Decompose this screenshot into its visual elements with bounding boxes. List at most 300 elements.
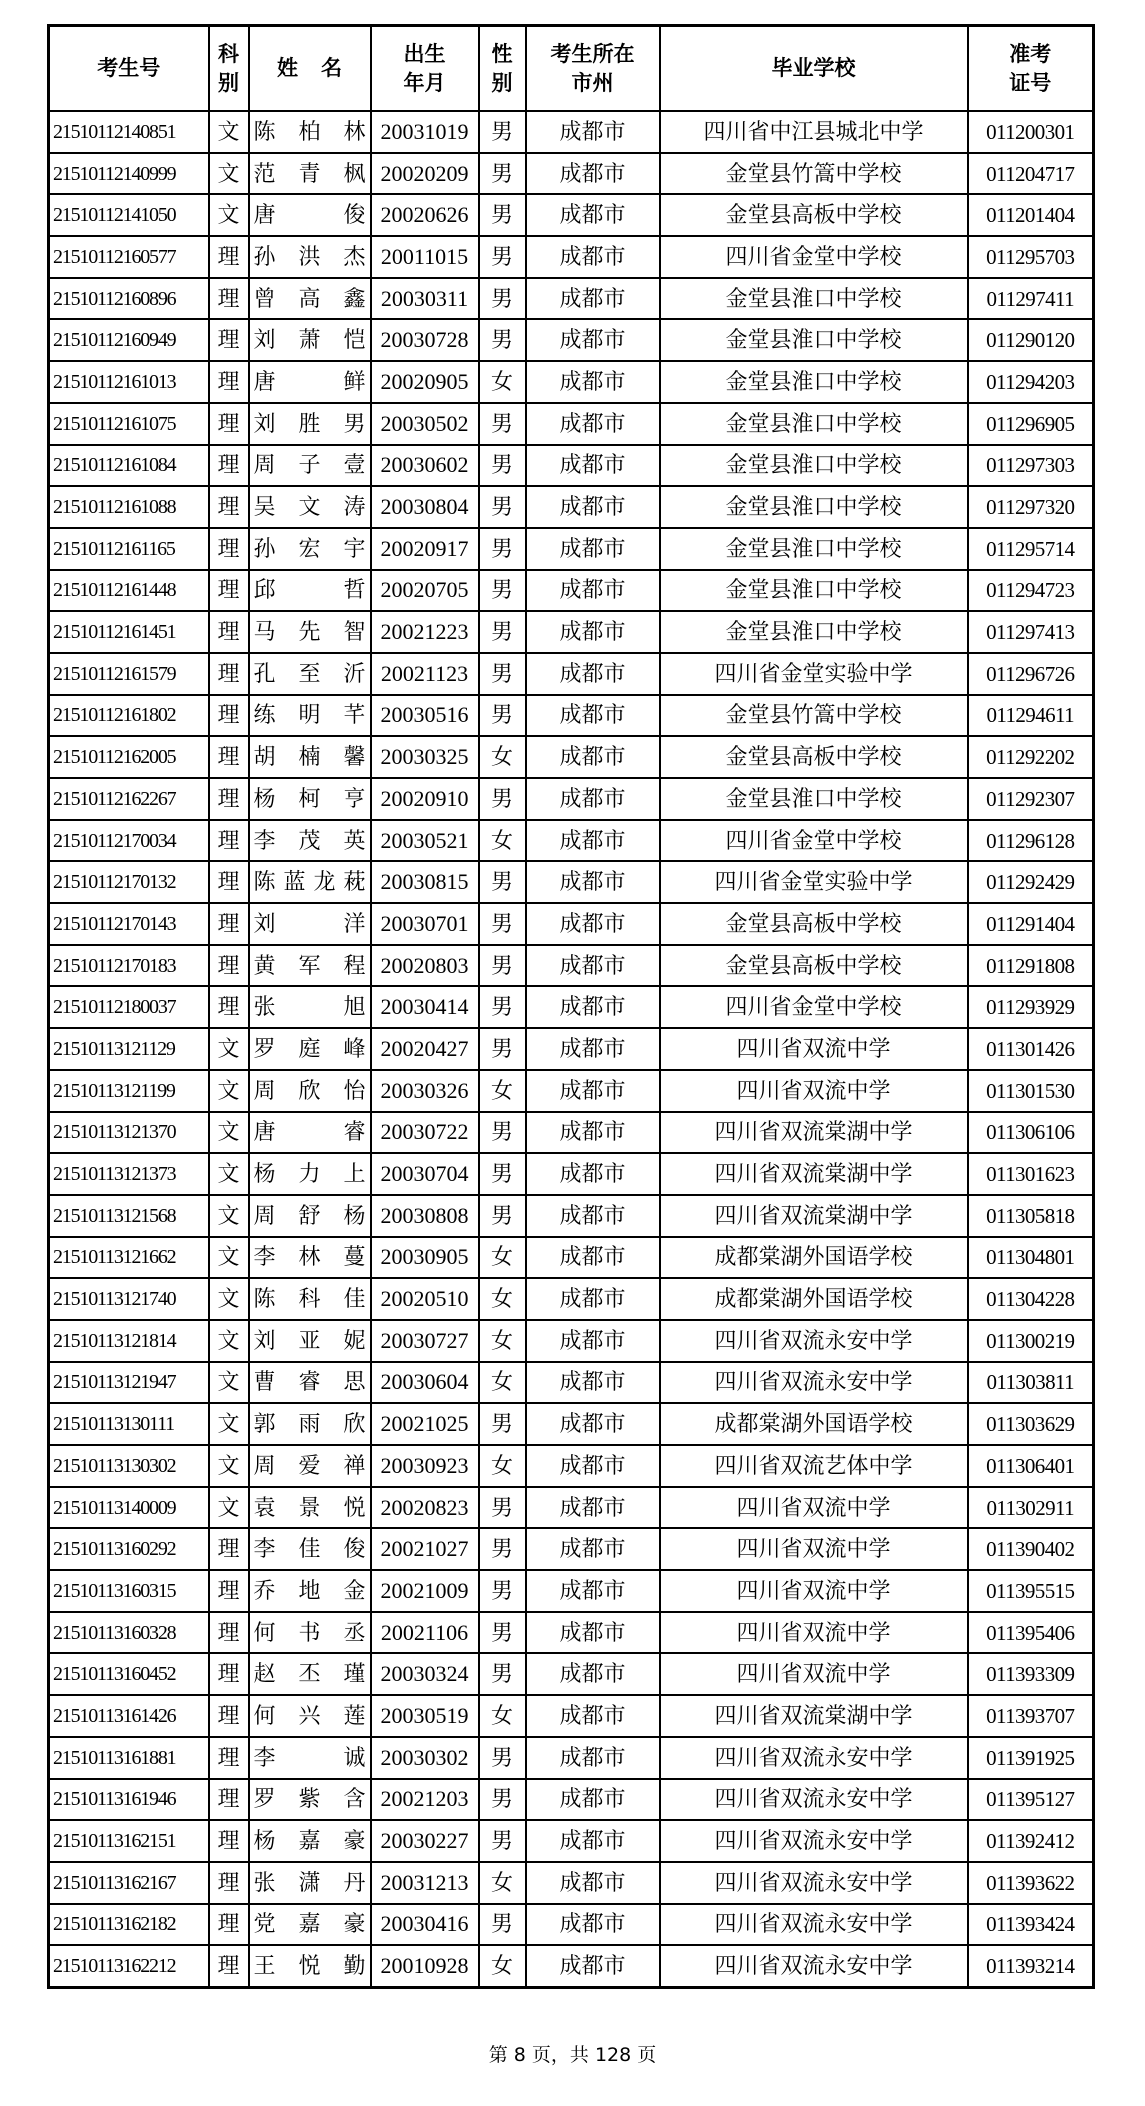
admission-no-cell: 011292202 bbox=[968, 736, 1094, 778]
school-cell: 金堂县竹篙中学校 bbox=[660, 153, 968, 195]
school-cell: 四川省双流永安中学 bbox=[660, 1904, 968, 1946]
exam-no-cell: 21510112140999 bbox=[49, 153, 209, 195]
admission-no-cell: 011303629 bbox=[968, 1403, 1094, 1445]
student-name: 唐睿 bbox=[253, 1119, 366, 1145]
student-name: 罗紫含 bbox=[253, 1786, 366, 1812]
subject-cell: 文 bbox=[209, 1278, 249, 1320]
exam-no-cell: 21510112170183 bbox=[49, 945, 209, 987]
student-name-cell bbox=[249, 986, 371, 1028]
exam-no-cell: 21510113121814 bbox=[49, 1320, 209, 1362]
student-name: 周舒杨 bbox=[253, 1202, 366, 1228]
table-body bbox=[49, 111, 1094, 1987]
city-cell: 成都市 bbox=[526, 1487, 660, 1529]
birth-date-cell: 20030815 bbox=[371, 861, 479, 903]
subject-cell: 理 bbox=[209, 403, 249, 445]
city-cell: 成都市 bbox=[526, 1070, 660, 1112]
school-cell: 四川省双流艺体中学 bbox=[660, 1445, 968, 1487]
school-cell: 成都棠湖外国语学校 bbox=[660, 1403, 968, 1445]
gender-cell: 男 bbox=[479, 236, 526, 278]
student-name-cell bbox=[249, 1820, 371, 1862]
birth-date-cell: 20020209 bbox=[371, 153, 479, 195]
birth-date-cell: 20021223 bbox=[371, 611, 479, 653]
exam-no-cell: 21510113162167 bbox=[49, 1862, 209, 1904]
admission-no-cell: 011200301 bbox=[968, 111, 1094, 153]
birth-date-cell: 20021009 bbox=[371, 1570, 479, 1612]
school-cell: 四川省金堂中学校 bbox=[660, 986, 968, 1028]
gender-cell: 男 bbox=[479, 1487, 526, 1529]
table-row bbox=[49, 1195, 1094, 1237]
birth-date-cell: 20030414 bbox=[371, 986, 479, 1028]
subject-cell: 理 bbox=[209, 778, 249, 820]
admission-no-cell: 011301426 bbox=[968, 1028, 1094, 1070]
birth-date-cell: 20030923 bbox=[371, 1445, 479, 1487]
gender-cell: 女 bbox=[479, 1695, 526, 1737]
exam-no-cell: 21510112170143 bbox=[49, 903, 209, 945]
student-name: 杨柯亨 bbox=[253, 785, 366, 811]
admission-no-cell: 011295703 bbox=[968, 236, 1094, 278]
birth-date-cell: 20021027 bbox=[371, 1528, 479, 1570]
header-name bbox=[249, 26, 371, 112]
student-name-cell bbox=[249, 1112, 371, 1154]
table-row bbox=[49, 486, 1094, 528]
birth-date-cell: 20020803 bbox=[371, 945, 479, 987]
birth-date-cell: 20030704 bbox=[371, 1153, 479, 1195]
gender-cell: 男 bbox=[479, 570, 526, 612]
city-cell: 成都市 bbox=[526, 153, 660, 195]
student-name: 刘胜男 bbox=[253, 410, 366, 436]
table-row bbox=[49, 153, 1094, 195]
admission-no-cell: 011393622 bbox=[968, 1862, 1094, 1904]
student-name-cell bbox=[249, 945, 371, 987]
admission-no-cell: 011291404 bbox=[968, 903, 1094, 945]
exam-no-cell: 21510113160328 bbox=[49, 1612, 209, 1654]
city-cell: 成都市 bbox=[526, 820, 660, 862]
student-name: 何兴莲 bbox=[253, 1702, 366, 1728]
subject-cell: 理 bbox=[209, 611, 249, 653]
admission-no-cell: 011296128 bbox=[968, 820, 1094, 862]
birth-date-cell: 20020510 bbox=[371, 1278, 479, 1320]
city-cell: 成都市 bbox=[526, 1028, 660, 1070]
student-name-cell bbox=[249, 1028, 371, 1070]
birth-date-cell: 20030521 bbox=[371, 820, 479, 862]
city-cell: 成都市 bbox=[526, 1612, 660, 1654]
subject-cell: 文 bbox=[209, 1320, 249, 1362]
subject-cell: 文 bbox=[209, 1362, 249, 1404]
table-row bbox=[49, 1820, 1094, 1862]
subject-cell: 理 bbox=[209, 1695, 249, 1737]
table-row bbox=[49, 528, 1094, 570]
school-cell: 四川省双流中学 bbox=[660, 1653, 968, 1695]
student-name: 唐俊 bbox=[253, 202, 366, 228]
school-cell: 金堂县淮口中学校 bbox=[660, 278, 968, 320]
student-name: 赵丕瑾 bbox=[253, 1661, 366, 1687]
subject-cell: 文 bbox=[209, 1403, 249, 1445]
student-name-cell bbox=[249, 570, 371, 612]
student-name: 张潇丹 bbox=[253, 1869, 366, 1895]
student-name: 李佳俊 bbox=[253, 1536, 366, 1562]
school-cell: 金堂县淮口中学校 bbox=[660, 611, 968, 653]
header-row bbox=[49, 26, 1094, 112]
city-cell: 成都市 bbox=[526, 319, 660, 361]
exam-no-cell: 21510113121129 bbox=[49, 1028, 209, 1070]
subject-cell: 文 bbox=[209, 1487, 249, 1529]
exam-no-cell: 21510113140009 bbox=[49, 1487, 209, 1529]
subject-cell: 理 bbox=[209, 361, 249, 403]
header-birth-text: 出生年月 bbox=[403, 41, 446, 95]
gender-cell: 男 bbox=[479, 1153, 526, 1195]
subject-cell: 文 bbox=[209, 1445, 249, 1487]
city-cell: 成都市 bbox=[526, 1653, 660, 1695]
exam-no-cell: 21510112180037 bbox=[49, 986, 209, 1028]
birth-date-cell: 20021025 bbox=[371, 1403, 479, 1445]
birth-date-cell: 20030302 bbox=[371, 1737, 479, 1779]
student-name-cell bbox=[249, 1737, 371, 1779]
city-cell: 成都市 bbox=[526, 778, 660, 820]
gender-cell: 男 bbox=[479, 778, 526, 820]
student-name-cell bbox=[249, 1320, 371, 1362]
student-name: 周爱禅 bbox=[253, 1452, 366, 1478]
gender-cell: 男 bbox=[479, 1570, 526, 1612]
exam-no-cell: 21510113121662 bbox=[49, 1237, 209, 1279]
school-cell: 四川省双流永安中学 bbox=[660, 1945, 968, 1987]
student-name: 王悦勤 bbox=[253, 1953, 366, 1979]
city-cell: 成都市 bbox=[526, 1445, 660, 1487]
student-name: 袁景悦 bbox=[253, 1494, 366, 1520]
exam-no-cell: 21510113130302 bbox=[49, 1445, 209, 1487]
gender-cell: 男 bbox=[479, 486, 526, 528]
school-cell: 四川省中江县城北中学 bbox=[660, 111, 968, 153]
table-row bbox=[49, 695, 1094, 737]
birth-date-cell: 20020626 bbox=[371, 194, 479, 236]
birth-date-cell: 20030416 bbox=[371, 1904, 479, 1946]
admission-no-cell: 011290120 bbox=[968, 319, 1094, 361]
admission-no-cell: 011201404 bbox=[968, 194, 1094, 236]
gender-cell: 女 bbox=[479, 820, 526, 862]
table-row bbox=[49, 653, 1094, 695]
student-name-cell bbox=[249, 1528, 371, 1570]
student-name: 曹睿思 bbox=[253, 1369, 366, 1395]
table-row bbox=[49, 1862, 1094, 1904]
subject-cell: 文 bbox=[209, 1195, 249, 1237]
gender-cell: 女 bbox=[479, 1070, 526, 1112]
birth-date-cell: 20030311 bbox=[371, 278, 479, 320]
city-cell: 成都市 bbox=[526, 1403, 660, 1445]
gender-cell: 女 bbox=[479, 1278, 526, 1320]
student-name-cell bbox=[249, 1945, 371, 1987]
city-cell: 成都市 bbox=[526, 736, 660, 778]
student-name: 范青枫 bbox=[253, 160, 366, 186]
city-cell: 成都市 bbox=[526, 1195, 660, 1237]
school-cell: 四川省双流中学 bbox=[660, 1028, 968, 1070]
exam-no-cell: 21510112161165 bbox=[49, 528, 209, 570]
exam-no-cell: 21510112162267 bbox=[49, 778, 209, 820]
birth-date-cell: 20030502 bbox=[371, 403, 479, 445]
school-cell: 四川省金堂实验中学 bbox=[660, 861, 968, 903]
school-cell: 四川省金堂实验中学 bbox=[660, 653, 968, 695]
table-row bbox=[49, 1070, 1094, 1112]
subject-cell: 理 bbox=[209, 945, 249, 987]
admission-no-cell: 011295714 bbox=[968, 528, 1094, 570]
admission-no-cell: 011291808 bbox=[968, 945, 1094, 987]
school-cell: 金堂县淮口中学校 bbox=[660, 486, 968, 528]
exam-no-cell: 21510112161451 bbox=[49, 611, 209, 653]
birth-date-cell: 20030602 bbox=[371, 445, 479, 487]
header-admission-text: 准考证号 bbox=[1009, 41, 1052, 95]
student-name-cell bbox=[249, 1403, 371, 1445]
table-row bbox=[49, 986, 1094, 1028]
student-name-cell bbox=[249, 111, 371, 153]
subject-cell: 理 bbox=[209, 1820, 249, 1862]
birth-date-cell: 20030728 bbox=[371, 319, 479, 361]
admission-no-cell: 011391925 bbox=[968, 1737, 1094, 1779]
city-cell: 成都市 bbox=[526, 1695, 660, 1737]
exam-no-cell: 21510112160577 bbox=[49, 236, 209, 278]
city-cell: 成都市 bbox=[526, 861, 660, 903]
student-name: 李茂英 bbox=[253, 827, 366, 853]
gender-cell: 女 bbox=[479, 1445, 526, 1487]
school-cell: 成都棠湖外国语学校 bbox=[660, 1278, 968, 1320]
city-cell: 成都市 bbox=[526, 1904, 660, 1946]
student-name: 何书丞 bbox=[253, 1619, 366, 1645]
student-name-cell bbox=[249, 1904, 371, 1946]
table-row bbox=[49, 236, 1094, 278]
table-row bbox=[49, 1653, 1094, 1695]
student-name: 唐鲜 bbox=[253, 368, 366, 394]
student-name-cell bbox=[249, 653, 371, 695]
header-school: 毕业学校 bbox=[660, 26, 968, 112]
admission-no-cell: 011303811 bbox=[968, 1362, 1094, 1404]
subject-cell: 文 bbox=[209, 194, 249, 236]
school-cell: 四川省双流棠湖中学 bbox=[660, 1695, 968, 1737]
subject-cell: 文 bbox=[209, 1237, 249, 1279]
birth-date-cell: 20030808 bbox=[371, 1195, 479, 1237]
gender-cell: 男 bbox=[479, 1653, 526, 1695]
student-name: 李诚 bbox=[253, 1744, 366, 1770]
table-row bbox=[49, 611, 1094, 653]
header-exam-no: 考生号 bbox=[49, 26, 209, 112]
gender-cell: 男 bbox=[479, 903, 526, 945]
subject-cell: 理 bbox=[209, 653, 249, 695]
admission-no-cell: 011204717 bbox=[968, 153, 1094, 195]
gender-cell: 男 bbox=[479, 1528, 526, 1570]
school-cell: 四川省双流棠湖中学 bbox=[660, 1195, 968, 1237]
city-cell: 成都市 bbox=[526, 236, 660, 278]
table-row bbox=[49, 1779, 1094, 1821]
exam-no-cell: 21510113121740 bbox=[49, 1278, 209, 1320]
school-cell: 金堂县竹篙中学校 bbox=[660, 695, 968, 737]
school-cell: 金堂县淮口中学校 bbox=[660, 361, 968, 403]
school-cell: 四川省双流棠湖中学 bbox=[660, 1112, 968, 1154]
school-cell: 金堂县淮口中学校 bbox=[660, 570, 968, 612]
gender-cell: 男 bbox=[479, 1820, 526, 1862]
table-row bbox=[49, 861, 1094, 903]
student-name-cell bbox=[249, 1695, 371, 1737]
school-cell: 四川省双流永安中学 bbox=[660, 1820, 968, 1862]
student-name: 邱哲 bbox=[253, 577, 366, 603]
gender-cell: 男 bbox=[479, 1612, 526, 1654]
student-name-cell bbox=[249, 1070, 371, 1112]
table-row bbox=[49, 445, 1094, 487]
student-name: 马先智 bbox=[253, 619, 366, 645]
gender-cell: 女 bbox=[479, 736, 526, 778]
exam-no-cell: 21510113161426 bbox=[49, 1695, 209, 1737]
subject-cell: 理 bbox=[209, 1862, 249, 1904]
city-cell: 成都市 bbox=[526, 1320, 660, 1362]
student-name-cell bbox=[249, 695, 371, 737]
city-cell: 成都市 bbox=[526, 194, 660, 236]
gender-cell: 男 bbox=[479, 153, 526, 195]
student-name-cell bbox=[249, 194, 371, 236]
admission-no-cell: 011306106 bbox=[968, 1112, 1094, 1154]
table-row bbox=[49, 1362, 1094, 1404]
exam-no-cell: 21510113162182 bbox=[49, 1904, 209, 1946]
city-cell: 成都市 bbox=[526, 1737, 660, 1779]
student-name: 孙洪杰 bbox=[253, 243, 366, 269]
table-row bbox=[49, 1153, 1094, 1195]
birth-date-cell: 20020427 bbox=[371, 1028, 479, 1070]
gender-cell: 女 bbox=[479, 1237, 526, 1279]
exam-no-cell: 21510113121947 bbox=[49, 1362, 209, 1404]
birth-date-cell: 20021106 bbox=[371, 1612, 479, 1654]
city-cell: 成都市 bbox=[526, 486, 660, 528]
admission-list-table bbox=[47, 24, 1095, 1989]
gender-cell: 男 bbox=[479, 1904, 526, 1946]
table-row bbox=[49, 1904, 1094, 1946]
exam-no-cell: 21510113162212 bbox=[49, 1945, 209, 1987]
city-cell: 成都市 bbox=[526, 528, 660, 570]
student-name-cell bbox=[249, 1487, 371, 1529]
school-cell: 成都棠湖外国语学校 bbox=[660, 1237, 968, 1279]
exam-no-cell: 21510112170034 bbox=[49, 820, 209, 862]
subject-cell: 理 bbox=[209, 903, 249, 945]
subject-cell: 理 bbox=[209, 528, 249, 570]
table-row bbox=[49, 1278, 1094, 1320]
gender-cell: 男 bbox=[479, 1403, 526, 1445]
exam-no-cell: 21510112140851 bbox=[49, 111, 209, 153]
birth-date-cell: 20031019 bbox=[371, 111, 479, 153]
student-name-cell bbox=[249, 820, 371, 862]
table-row bbox=[49, 361, 1094, 403]
student-name: 陈柏林 bbox=[253, 118, 366, 144]
table-row bbox=[49, 1737, 1094, 1779]
birth-date-cell: 20010928 bbox=[371, 1945, 479, 1987]
city-cell: 成都市 bbox=[526, 445, 660, 487]
admission-no-cell: 011305818 bbox=[968, 1195, 1094, 1237]
admission-no-cell: 011393309 bbox=[968, 1653, 1094, 1695]
exam-no-cell: 21510112161579 bbox=[49, 653, 209, 695]
table-row bbox=[49, 1112, 1094, 1154]
student-name-cell bbox=[249, 1862, 371, 1904]
admission-no-cell: 011395127 bbox=[968, 1779, 1094, 1821]
school-cell: 四川省双流中学 bbox=[660, 1528, 968, 1570]
exam-no-cell: 21510112161075 bbox=[49, 403, 209, 445]
city-cell: 成都市 bbox=[526, 1779, 660, 1821]
school-cell: 四川省双流中学 bbox=[660, 1487, 968, 1529]
school-cell: 四川省双流中学 bbox=[660, 1612, 968, 1654]
birth-date-cell: 20030727 bbox=[371, 1320, 479, 1362]
admission-no-cell: 011393424 bbox=[968, 1904, 1094, 1946]
subject-cell: 理 bbox=[209, 861, 249, 903]
birth-date-cell: 20030326 bbox=[371, 1070, 479, 1112]
admission-no-cell: 011301623 bbox=[968, 1153, 1094, 1195]
subject-cell: 文 bbox=[209, 1070, 249, 1112]
student-name: 陈蓝龙萙 bbox=[253, 869, 366, 895]
gender-cell: 男 bbox=[479, 445, 526, 487]
subject-cell: 理 bbox=[209, 1570, 249, 1612]
student-name-cell bbox=[249, 1570, 371, 1612]
student-name: 刘萧恺 bbox=[253, 327, 366, 353]
exam-no-cell: 21510112161088 bbox=[49, 486, 209, 528]
student-name-cell bbox=[249, 1362, 371, 1404]
admission-no-cell: 011392412 bbox=[968, 1820, 1094, 1862]
city-cell: 成都市 bbox=[526, 1278, 660, 1320]
gender-cell: 男 bbox=[479, 1028, 526, 1070]
student-name-cell bbox=[249, 1653, 371, 1695]
table-row bbox=[49, 1528, 1094, 1570]
subject-cell: 理 bbox=[209, 1779, 249, 1821]
school-cell: 金堂县高板中学校 bbox=[660, 736, 968, 778]
header-city bbox=[526, 26, 660, 112]
city-cell: 成都市 bbox=[526, 361, 660, 403]
birth-date-cell: 20030905 bbox=[371, 1237, 479, 1279]
student-name-cell bbox=[249, 1195, 371, 1237]
exam-no-cell: 21510113121568 bbox=[49, 1195, 209, 1237]
table-row bbox=[49, 278, 1094, 320]
birth-date-cell: 20020905 bbox=[371, 361, 479, 403]
student-name-cell bbox=[249, 278, 371, 320]
school-cell: 四川省金堂中学校 bbox=[660, 236, 968, 278]
birth-date-cell: 20030701 bbox=[371, 903, 479, 945]
birth-date-cell: 20021203 bbox=[371, 1779, 479, 1821]
birth-date-cell: 20031213 bbox=[371, 1862, 479, 1904]
gender-cell: 女 bbox=[479, 1945, 526, 1987]
admission-no-cell: 011306401 bbox=[968, 1445, 1094, 1487]
table-row bbox=[49, 111, 1094, 153]
admission-no-cell: 011297320 bbox=[968, 486, 1094, 528]
subject-cell: 理 bbox=[209, 820, 249, 862]
exam-no-cell: 21510112170132 bbox=[49, 861, 209, 903]
student-name: 周子壹 bbox=[253, 452, 366, 478]
birth-date-cell: 20030804 bbox=[371, 486, 479, 528]
student-name: 郭雨欣 bbox=[253, 1411, 366, 1437]
table-row bbox=[49, 1320, 1094, 1362]
gender-cell: 男 bbox=[479, 611, 526, 653]
table-row bbox=[49, 1612, 1094, 1654]
table-row bbox=[49, 194, 1094, 236]
school-cell: 四川省双流永安中学 bbox=[660, 1362, 968, 1404]
subject-cell: 理 bbox=[209, 736, 249, 778]
student-name-cell bbox=[249, 736, 371, 778]
student-name: 周欣怡 bbox=[253, 1077, 366, 1103]
student-name: 孔至沂 bbox=[253, 660, 366, 686]
admission-no-cell: 011294611 bbox=[968, 695, 1094, 737]
admission-no-cell: 011300219 bbox=[968, 1320, 1094, 1362]
admission-no-cell: 011296905 bbox=[968, 403, 1094, 445]
subject-cell: 理 bbox=[209, 1945, 249, 1987]
page-footer: 第 8 页，共 128 页 bbox=[488, 2044, 657, 2066]
school-cell: 金堂县淮口中学校 bbox=[660, 445, 968, 487]
exam-no-cell: 21510113130111 bbox=[49, 1403, 209, 1445]
exam-no-cell: 21510112160896 bbox=[49, 278, 209, 320]
student-name-cell bbox=[249, 361, 371, 403]
exam-no-cell: 21510113121373 bbox=[49, 1153, 209, 1195]
exam-no-cell: 21510112161013 bbox=[49, 361, 209, 403]
subject-cell: 理 bbox=[209, 1528, 249, 1570]
gender-cell: 女 bbox=[479, 1862, 526, 1904]
gender-cell: 男 bbox=[479, 1737, 526, 1779]
birth-date-cell: 20020910 bbox=[371, 778, 479, 820]
admission-no-cell: 011302911 bbox=[968, 1487, 1094, 1529]
